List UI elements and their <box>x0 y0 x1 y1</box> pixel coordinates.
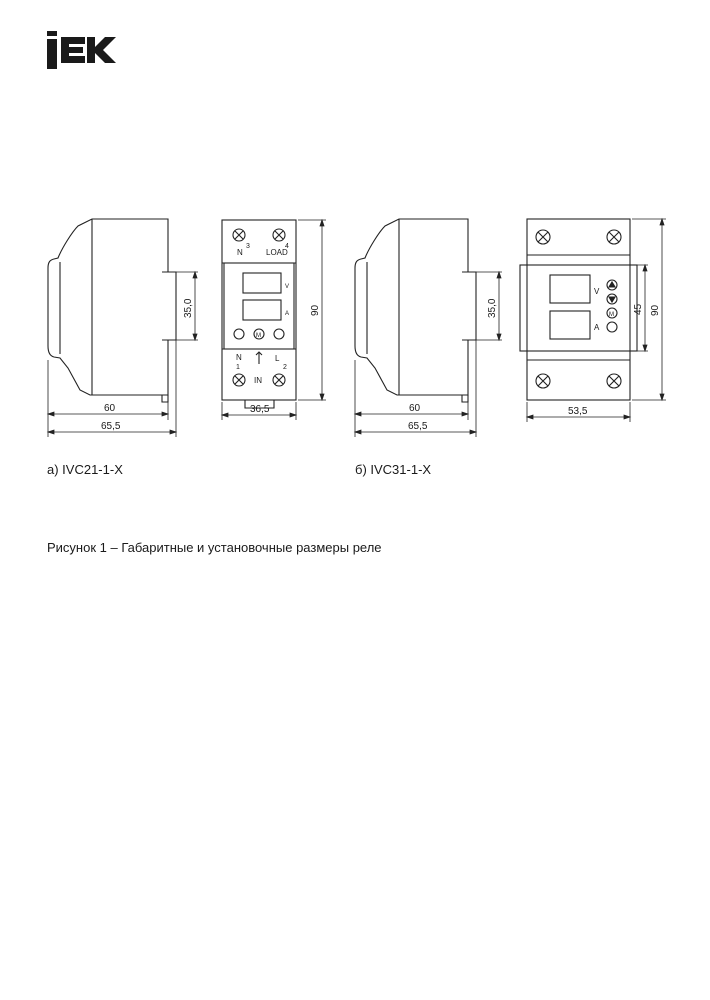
a-width-label: 36,5 <box>250 404 270 415</box>
a-terminal-load: LOAD <box>266 248 288 257</box>
a-unit-v: V <box>285 284 290 290</box>
a-overall-label: 65,5 <box>101 421 121 432</box>
b-depth-label: 60 <box>409 403 421 414</box>
device-b-side-dimensions <box>355 272 502 437</box>
a-terminal-in: IN <box>254 376 262 385</box>
b-unit-v: V <box>594 287 600 296</box>
b-button-m: M <box>609 312 614 318</box>
device-b-front-dimensions <box>527 219 666 422</box>
a-terminal-l: L <box>275 354 280 363</box>
device-b-caption: б) IVC31-1-X <box>355 462 432 477</box>
a-terminal-1: 1 <box>236 364 240 371</box>
a-terminal-4: 4 <box>285 243 289 250</box>
a-depth-label: 60 <box>104 403 116 414</box>
b-width-label: 53,5 <box>568 406 588 417</box>
a-terminal-n-bottom: N <box>236 353 242 362</box>
a-terminal-3: 3 <box>246 243 250 250</box>
a-rail-label: 35,0 <box>183 298 194 318</box>
device-b-side-view <box>355 219 476 402</box>
device-b-front-view <box>520 219 637 400</box>
a-height-label: 90 <box>310 304 321 316</box>
b-front-label: 45 <box>633 303 644 315</box>
device-a-side-view <box>48 219 176 402</box>
b-unit-a: A <box>594 323 600 332</box>
a-terminal-n-top: N <box>237 248 243 257</box>
a-button-m: M <box>256 333 261 339</box>
figure-title: Рисунок 1 – Габаритные и установочные размеры реле <box>47 540 382 555</box>
device-a-caption: а) IVC21-1-X <box>47 462 123 477</box>
b-overall-label: 65,5 <box>408 421 428 432</box>
b-rail-label: 35,0 <box>487 298 498 318</box>
a-unit-a: A <box>285 311 290 317</box>
a-terminal-2: 2 <box>283 364 287 371</box>
b-height-label: 90 <box>650 304 661 316</box>
